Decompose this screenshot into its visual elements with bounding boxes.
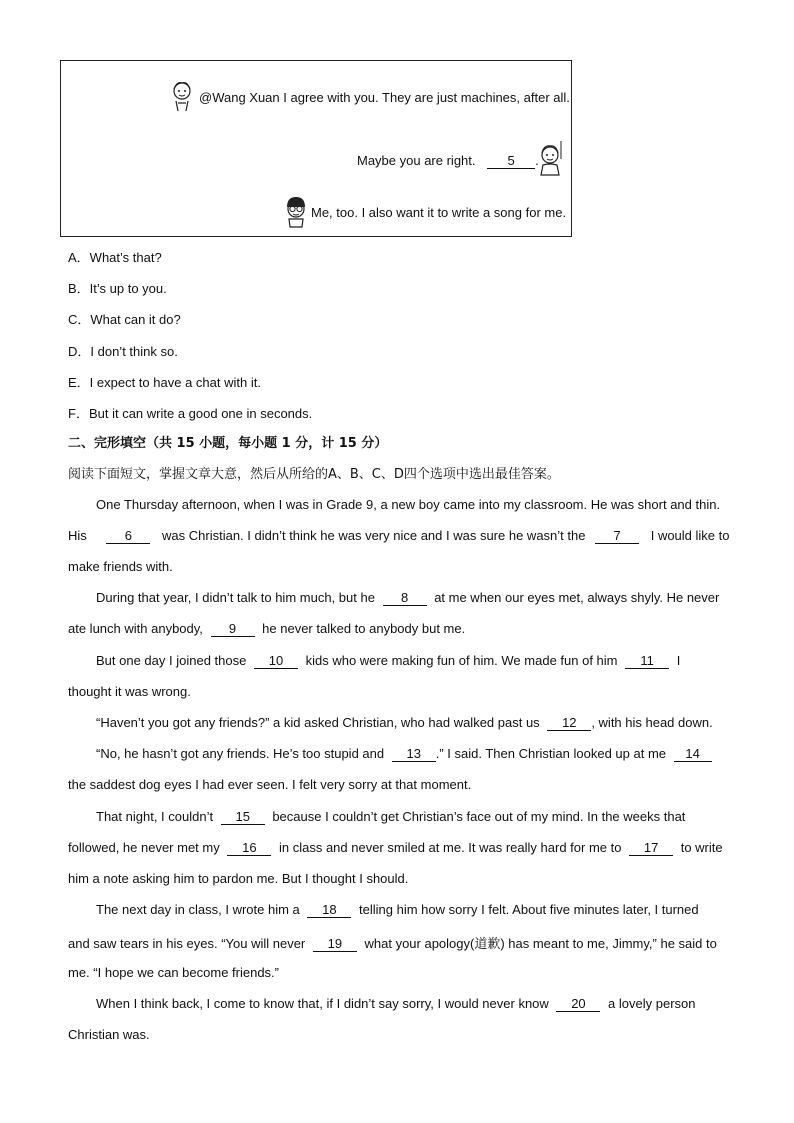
passage-line: him a note asking him to pardon me. But I thought I should. <box>68 871 409 886</box>
option-letter: E． <box>68 375 90 390</box>
text: But one day I joined those <box>96 653 247 668</box>
option-letter: D． <box>68 344 91 359</box>
option-letter: F． <box>68 406 89 421</box>
chat-line-2-text: Maybe you are right. <box>357 153 476 168</box>
text: ate lunch with anybody, <box>68 621 203 636</box>
text: The next day in class, I wrote him a <box>96 902 300 917</box>
text: .” I said. Then Christian looked up at me <box>435 746 667 761</box>
passage-line <box>96 902 699 918</box>
text: , with his head down. <box>591 715 713 730</box>
passage-line <box>68 933 717 952</box>
option-letter: A． <box>68 250 90 265</box>
option-text: I don’t think so. <box>90 344 178 359</box>
text: a lovely person <box>608 996 696 1011</box>
text: His <box>68 528 87 543</box>
passage-line <box>96 590 719 606</box>
text: what your apology(道歉) has meant to me, Jimmy,” he said to <box>364 936 717 951</box>
text: he never talked to anybody but me. <box>262 621 466 636</box>
option-text: I expect to have a chat with it. <box>89 375 261 390</box>
text: in class and never smiled at me. It was really hard for me to <box>278 840 622 855</box>
option-f <box>68 403 312 422</box>
passage-line <box>68 621 465 637</box>
blank-20: 20 <box>556 997 600 1012</box>
blank-11: 11 <box>625 654 669 669</box>
blank-8: 8 <box>383 591 427 606</box>
blank-15: 15 <box>221 810 265 825</box>
chat-box <box>60 60 572 237</box>
chat-line-2: Maybe you are right. 5 . <box>357 153 539 168</box>
blank-13: 13 <box>392 747 436 762</box>
blank-12: 12 <box>547 716 591 731</box>
text: and saw tears in his eyes. “You will never <box>68 936 306 951</box>
option-a <box>68 247 162 266</box>
passage-line: Christian was. <box>68 1027 150 1042</box>
chat-line-3: Me, too. I also want it to write a song for me. <box>311 205 567 220</box>
blank-10: 10 <box>254 654 298 669</box>
text: “Haven’t you got any friends?” a kid asked Christian, who had walked past us <box>96 715 540 730</box>
text: That night, I couldn’t <box>96 809 214 824</box>
text: kids who were making fun of him. We made fun of him <box>305 653 618 668</box>
section-instruction: 阅读下面短文，掌握文章大意，然后从所给的A、B、C、D四个选项中选出最佳答案。 <box>68 467 560 482</box>
passage-line: the saddest dog eyes I had ever seen. I felt very sorry at that moment. <box>68 777 472 792</box>
glasses-boy-avatar-icon <box>283 195 309 229</box>
option-c <box>68 309 181 328</box>
text: followed, he never met my <box>68 840 220 855</box>
girl-avatar-icon <box>535 139 565 179</box>
option-letter: B． <box>68 281 90 296</box>
text: I would like to <box>650 528 730 543</box>
blank-6: 6 <box>106 529 150 544</box>
blank-14: 14 <box>674 747 712 762</box>
option-letter: C． <box>68 312 91 327</box>
passage-line: me. “I hope we can become friends.” <box>68 965 279 980</box>
text: was Christian. I didn’t think he was very nice and I was sure he wasn’t the <box>162 528 586 543</box>
option-text: What can it do? <box>90 312 181 327</box>
blank-7: 7 <box>595 529 639 544</box>
option-text: It’s up to you. <box>89 281 167 296</box>
passage-line <box>96 996 696 1012</box>
blank-18: 18 <box>307 903 351 918</box>
passage-line <box>96 809 685 825</box>
passage-line: One Thursday afternoon, when I was in Grade 9, a new boy came into my classroom. He was short and thin. <box>96 497 721 512</box>
text: telling him how sorry I felt. About five minutes later, I turned <box>359 902 699 917</box>
passage-line: thought it was wrong. <box>68 684 191 699</box>
chat-line-1: @Wang Xuan I agree with you. They are just machines, after all. <box>199 90 570 105</box>
chat-blank-5: 5 <box>487 154 535 169</box>
text: to write <box>680 840 723 855</box>
blank-17: 17 <box>629 841 673 856</box>
blank-19: 19 <box>313 937 357 952</box>
text: because I couldn’t get Christian’s face out of my mind. In the weeks that <box>272 809 686 824</box>
passage-line <box>68 528 729 544</box>
boy-avatar-icon <box>169 79 195 113</box>
blank-16: 16 <box>227 841 271 856</box>
text: I <box>676 653 681 668</box>
passage-line <box>96 653 680 669</box>
passage-line: make friends with. <box>68 559 173 574</box>
option-e <box>68 372 261 391</box>
option-text: But it can write a good one in seconds. <box>88 406 313 421</box>
text: During that year, I didn’t talk to him much, but he <box>96 590 375 605</box>
passage-line <box>68 840 723 856</box>
text: “No, he hasn’t got any friends. He’s too stupid and <box>96 746 385 761</box>
text: When I think back, I come to know that, if I didn’t say sorry, I would never know <box>96 996 549 1011</box>
option-text: What’s that? <box>89 250 162 265</box>
passage-line <box>96 746 716 762</box>
passage-line <box>96 715 713 731</box>
section-title: 二、完形填空（共 15 小题，每小题 1 分，计 15 分） <box>68 436 388 451</box>
text: at me when our eyes met, always shyly. He never <box>434 590 720 605</box>
option-b <box>68 278 167 297</box>
blank-9: 9 <box>211 622 255 637</box>
option-d <box>68 341 178 360</box>
